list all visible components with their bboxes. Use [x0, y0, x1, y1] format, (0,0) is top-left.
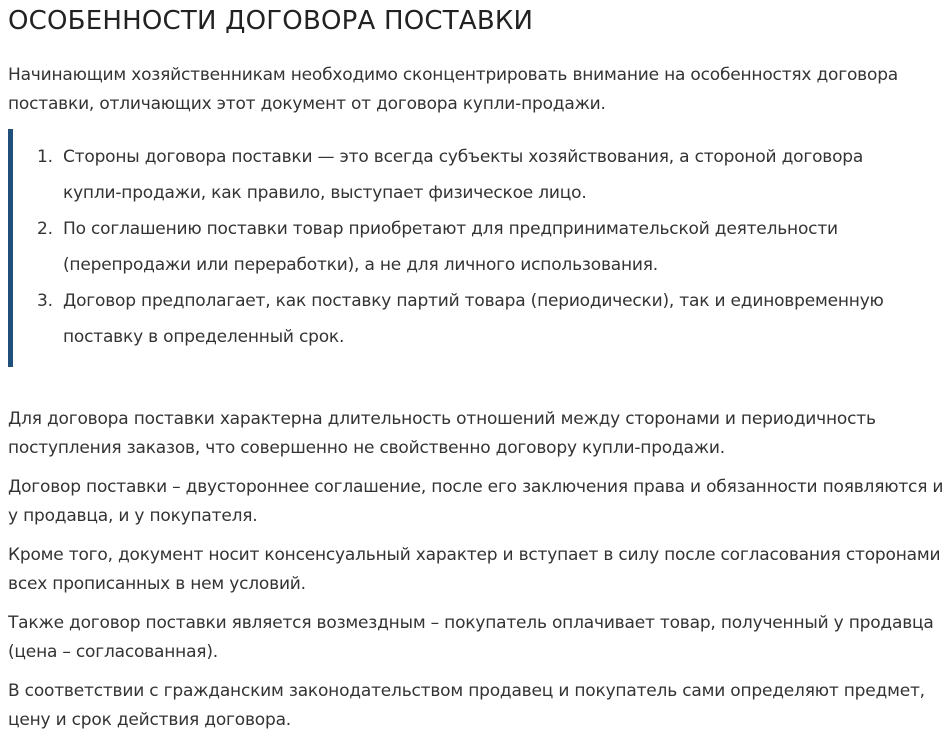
- list-item-text: По соглашению поставки товар приобретают для предпринимательской деятельности (перепродажи или переработки), а не для личного использования.: [63, 219, 838, 275]
- list-item: [37, 211, 906, 283]
- paragraph: Для договора поставки характерна длительность отношений между сторонами и периодичность поступления заказов, что совершенно не свойственно договору купли-продажи.: [8, 409, 876, 458]
- list-item-text: Договор предполагает, как поставку партий товара (периодически), так и единовременную поставку в определенный срок.: [63, 291, 884, 347]
- list-item: [37, 139, 906, 211]
- list-item-text: Стороны договора поставки — это всегда субъекты хозяйствования, а стороной договора купли-продажи, как правило, выступает физическое лицо.: [63, 147, 864, 203]
- paragraph: Договор поставки – двустороннее соглашение, после его заключения права и обязанности появляются и у продавца, и у покупателя.: [8, 477, 944, 526]
- paragraph: Кроме того, документ носит консенсуальный характер и вступает в силу после согласования сторонами всех прописанных в нем условий.: [8, 545, 941, 594]
- list-item-number: 1.: [37, 147, 53, 167]
- page-title: ОСОБЕННОСТИ ДОГОВОРА ПОСТАВКИ: [8, 6, 534, 36]
- paragraph: Также договор поставки является возмездным – покупатель оплачивает товар, полученный у продавца (цена – согласованная).: [8, 613, 934, 662]
- highlighted-list-block: [8, 129, 906, 367]
- features-list: [37, 139, 906, 355]
- list-item: [37, 283, 906, 355]
- body-text: [8, 405, 945, 735]
- intro-paragraph: Начинающим хозяйственникам необходимо сконцентрировать внимание на особенностях договора поставки, отличающих этот документ от договора купли-продажи.: [8, 65, 899, 114]
- paragraph: В соответствии с гражданским законодательством продавец и покупатель сами определяют предмет, цену и срок действия договора.: [8, 681, 925, 730]
- list-item-number: 3.: [37, 291, 53, 311]
- list-item-number: 2.: [37, 219, 53, 239]
